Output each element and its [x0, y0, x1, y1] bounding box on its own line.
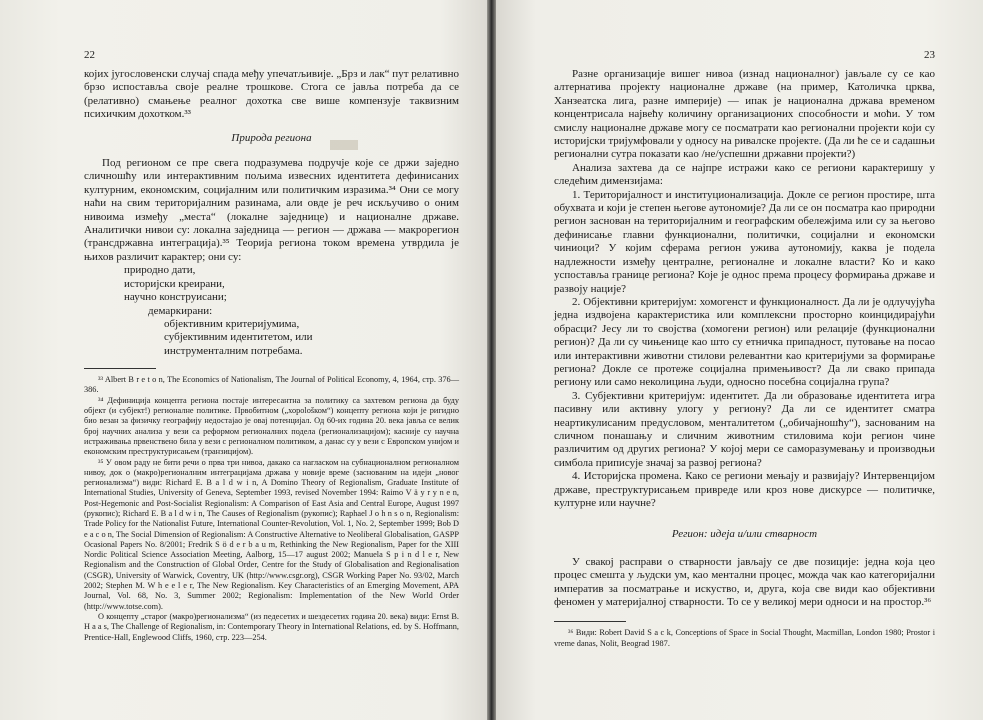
list-item: природно дати,	[124, 264, 196, 277]
list-item: инструменталним потребама.	[164, 344, 303, 357]
right-paragraph-3: У свакој расправи о стварности јављају се две позиције: једна која цео процес смешта у људски ум, као ментални процес, можда чак као категоријални императив за посматрање и искуство, и, друга, која све види као објективни феномен у материјалној стварности. То се у великој мери односи и на простор.³⁶	[554, 555, 935, 609]
right-footnotes	[554, 628, 935, 649]
dimension-item-2: 2. Објективни критеријум: хомогенст и функционалност. Да ли је одлучујућа једна издвојена карактеристика или комплексни просторно коинцидирајући обрасци? Јесу ли то својства (хомогени регион) или релације (функционални регион)? Да ли су чињенице као што су етничка припадност, путовање на посао или интерактивни животни стилови релевантни као критеријуми за формирање региона? Докле се протеже социјална примењивост? Да ли свако припада региону или само неколицина људи, односно посебна социјална група?	[554, 295, 935, 389]
left-page	[0, 0, 487, 720]
footnote-34: ³⁴ Дефиниција концепта региона постаје интересантна за политику са захтевом региона да буду објект (и субјект!) регионалне политике. Првобитном („хорološком“) концепту региона који је ригидно био везан за физичку географију недостајао је овај потенцијал. Од 60-их година 20. века јавља се велик број научних анализа у вези са реформом регионалних подела (регионализацијом); касније су научна истраживања првенствено била у вези с регионалном политиком, а данас су у вези с Европском унијом и економским преструктурисањем (транзицијом).	[84, 395, 459, 457]
footnote-33: ³³ Albert B r e t o n, The Economics of Nationalism, The Journal of Political Economy, 4, 1964, стр. 376—386.	[84, 375, 459, 395]
right-paragraph-2: Анализа захтева да се најпре истражи како се региони карактеришу у следећим димензијама:	[554, 161, 935, 188]
footnote-divider	[84, 368, 156, 369]
region-types-list	[84, 264, 459, 358]
list-item: демаркирани:	[148, 304, 213, 317]
left-page-number: 22	[84, 49, 95, 61]
right-section-heading: Регион: идеја и/или стварност	[671, 528, 818, 541]
list-item: научно конструисани;	[124, 291, 227, 304]
left-body	[84, 68, 459, 264]
dimension-item-3: 3. Субјективни критеријум: идентитет. Да ли образовање идентитета игра пасивну или активну улогу у региону? Да ли се идентитет сматра неартикулисаним предусловом, менталитетом („обичајношћу“), заснованим на сличном понашању и сличним животним стиловима који регион чине различитим од других региона? У којој мери се саморазумевању и производњи симбола приписује значај за развој региона?	[554, 389, 935, 469]
right-body	[554, 68, 935, 609]
right-page-number: 23	[924, 49, 935, 61]
right-page	[496, 0, 983, 720]
list-item: објективним критеријумима,	[164, 317, 300, 330]
footnote-35-continued: О концепту „старог (макро)регионализма“ (из педесетих и шездесетих година 20. века) види: Ernst B. H a a s, The Challenge of Regionalism, in: Contemporary Theory in International Relations, ed. by S. Hoffmann, Prentice-Hall, Englewood Cliffs, 1960, стр. 223—254.	[84, 611, 459, 642]
dimension-item-4: 4. Историјска промена. Како се региони мењају и развијају? Интервенцијом државе, преструктурисањем привреде или кроз нове дискурсе — политичке, културне или научне?	[554, 470, 935, 509]
left-paragraph-2: Под регионом се пре свега подразумева подручје које се држи заједно сличношћу или интерактивним пољима извесних идентитета дефинисаних културним, економским, социјалним или политичким изразима.³⁴ Они се могу наћи на свим територијалним разинама, али овде је реч искључиво о оним нивоима између „места“ (локалне заједнице) и националне државе. Аналитички нивои су: локална заједница — регион — држава — макрорегион (трансдржавна интеграција).³⁵ Теорија региона током времена утврдила је њихов различит карактер; они су:	[84, 157, 459, 263]
right-paragraph-1: Разне организације вишег нивоа (изнад националног) јављале су се као алтернатива пројекту националне државе (на пример, Католичка црква, Ханзеатска лига, разне империје) — ипак је национална држава временом концентрисала највећу количину организационих способности и моћи. У том смислу националне државе могу се посматрати као регионални пројекти који су историјски тријумфовали у односу на ривалске пројекте. (Да ли ће се и садашњи регионални сутра показати као /не/успешни државни пројекти?)	[554, 68, 935, 161]
paper-stain	[330, 140, 358, 150]
left-paragraph-1: којих југословенски случај спада међу упечатљивије. „Брз и лак“ пут релативно брзо испоставља своје реалне трошкове. Стога се јавља потреба да се (релативно) смањење реалног дохотка све више компензује таквизним психичким дохотком.³³	[84, 68, 459, 121]
footnote-35: ³⁵ У овом раду не бити речи о прва три нивоа, дакако са нагласком на субнационалном регионалном нивоу, док о (макро)регионалним интеграцијама држава у новије време (заснованим на идеји „новог регионализма“) види: Richard E. B a l d w i n, A Domino Theory of Regionalism, Graduate Institute of International Studies, University of Geneva, September 1993, revised November 1994: Raimo V ä y r y n e n, Post-Hegemonic and Post-Socialist Regionalism: A Comparison of East Asia and Central Europe, August 1997 (рукопис); Richard E. B a l d w i n, The Causes of Regionalism (рукопис); Raphael J o h n s o n, Regionalism: Trade Policy for the Nationalist Future, International Counter-Revolution, Vol. 1, No. 2, September 1999; Bob D e a c o n, The Social Dimension of Regionalism: A Constructive Alternative to Neoliberal Globalisation, GASPP Ocasional Papers No. 8/2001; Fredrik S ö d e r b a u m, Rethinking the New Regionalism, Paper for the XIII Nordic Political Science Association Meeting, Aalborg, 15—17 august 2002; Manuela S p i n d l e r, New Regionalism and the Construction of Global Order, Centre for the Study of Globalisation and Regionalisation (CSGR), University of Warwick, Coventry, UK (http://www.csgr.org), CSGR Working Paper No. 93/02, March 2002; Stephen M. W h e e l e r, The New Regionalism. Key Characteristics of an Emerging Movement, APA Journal, Vol. 68, No. 3, Summer 2002; Regionalism: Implementation of the New World Order (http://www.totse.com).	[84, 457, 459, 611]
list-item: историјски креирани,	[124, 277, 225, 290]
book-gutter	[487, 0, 496, 720]
left-section-heading: Природа региона	[231, 131, 312, 144]
footnote-divider	[554, 621, 626, 622]
footnote-36: ³⁶ Види: Robert David S a c k, Conceptions of Space in Social Thought, Macmillan, London 1980; Prostor i vreme danas, Nolit, Beograd 1987.	[554, 628, 935, 648]
dimension-item-1: 1. Територијалност и институционализација. Докле се регион простире, шта обухвата и који је степен његове аутономије? Да ли се он посматра као природни регион заснован на територијалним и географским обележјима или су за његово дефинисање главни функционални, политички, социјални и економски чиниоци? У којим сферама регион ужива аутономију, каква је подела надлежности између централне, регионалне и локалне власти? Ко и како успоставља границе региона? Које је однос према процесу формирања државе и развоју нације?	[554, 188, 935, 295]
left-footnotes	[84, 375, 459, 643]
list-item: субјективним идентитетом, или	[164, 331, 313, 344]
